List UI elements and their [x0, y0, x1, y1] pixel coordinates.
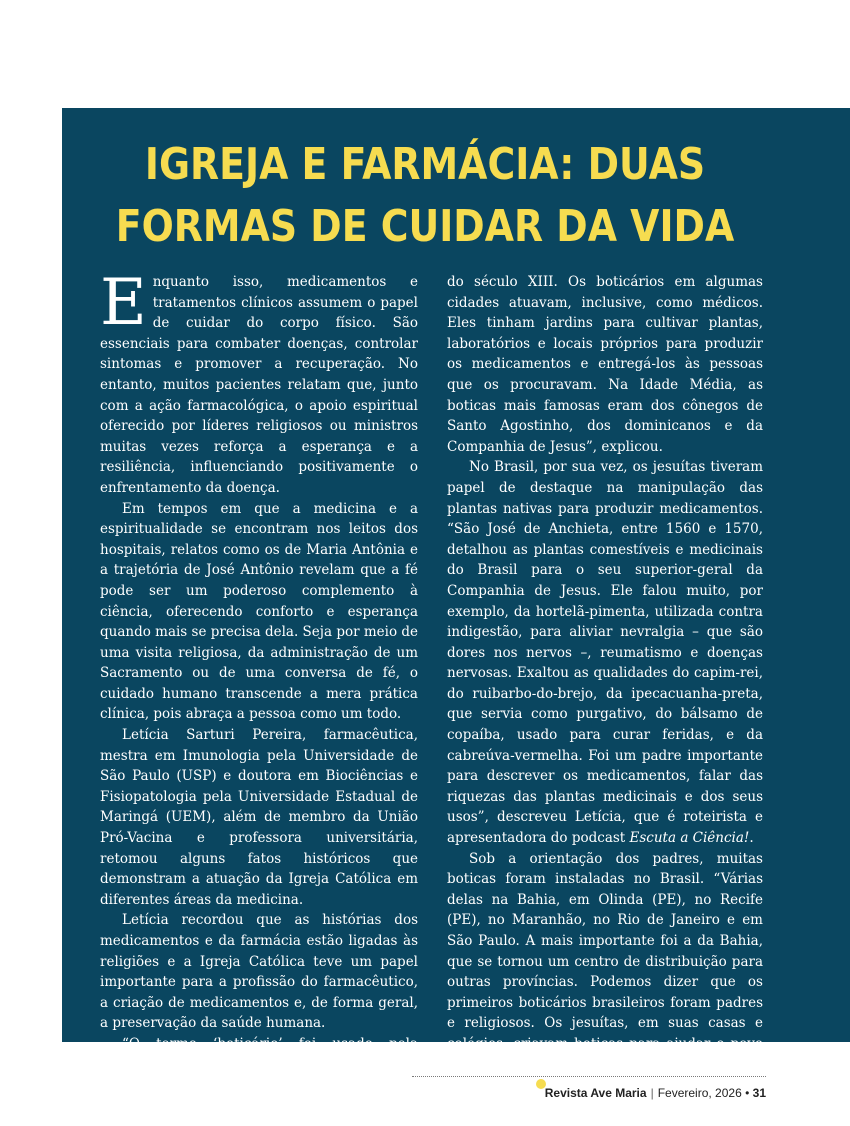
footer-divider	[412, 1076, 766, 1077]
footer-bullet: •	[745, 1086, 750, 1100]
paragraph-3: Letícia Sarturi Pereira, farmacêutica, mestra em Imunologia pela Universidade de São Paulo (USP) e doutora em Biociências e Fisiopatologia pela Universidade Estadual de Maringá (UEM), além de membro da União Pró-Vacina e professora universitária, retomou alguns fatos históricos que demonstram a atuação da Igreja Católica em diferentes áreas da medicina.	[100, 727, 418, 908]
issue-date: Fevereiro, 2026	[657, 1086, 742, 1100]
paragraph-1: Enquanto isso, medicamentos e tratamentos clínicos assumem o papel de cuidar do corpo físico. São essenciais para combater doenças, controlar sintomas e promover a recuperação. No entanto, muitos pacientes relatam que, junto com a ação farmacológica, o apoio espiritual oferecido por líderes religiosos ou ministros muitas vezes reforça a esperança e a resiliência, influenciando positivamente o enfrentamento da doença.	[100, 266, 418, 496]
paragraph-5: “O termo ‘boticário’ foi usado pela primeira vez pelo Papa Pelágio II, referindo-se a monges do século VI, e só foi aplicado a leigos por volta	[100, 1035, 418, 1114]
page-number: 31	[752, 1086, 766, 1100]
paragraph-4: Letícia recordou que as histórias dos medicamentos e da farmácia estão ligadas às religiões e a Igreja Católica teve um papel importante para a profissão do farmacêutico, a criação de medicamentos e, de forma geral, a preservação da saúde humana.	[100, 912, 418, 1032]
paragraph-5-continued: do século XIII. Os boticários em algumas cidades atuavam, inclusive, como médicos. Eles tinham jardins para cultivar plantas, laboratórios e locais próprios para produzir os medicamentos e entregá-los às pessoas que os procuravam. Na Idade Média, as boticas mais famosas eram dos cônegos de Santo Agostinho, dos dominicanos e da Companhia de Jesus”, explicou.	[447, 274, 763, 455]
right-column	[447, 272, 763, 1096]
title-line-1: IGREJA E FARMÁCIA: DUAS	[144, 139, 706, 190]
paragraph-7: Sob a orientação dos padres, muitas boticas foram instaladas no Brasil. “Várias delas na Bahia, em Olinda (PE), no Recife (PE), no Maranhão, no Rio de Janeiro e em São Paulo. A mais importante foi a da Bahia, que se tornou um centro de distribuição para outras províncias. Podemos dizer que os primeiros boticários brasileiros foram padres e religiosos. Os jesuítas, em suas casas e colégios, criavam boticas para ajudar o povo a aliviar e curar as doenças à época”, finalizou ela.	[447, 850, 763, 1094]
paragraph-2: Em tempos em que a medicina e a espiritualidade se encontram nos leitos dos hospitais, relatos como os de Maria Antônia e a trajetória de José Antônio revelam que a fé pode ser um poderoso complemento à ciência, oferecendo conforto e esperança quando mais se precisa dela. Seja por meio de uma visita religiosa, da administração de um Sacramento ou de uma conversa de fé, o cuidado humano transcende a mera prática clínica, pois abraça a pessoa como um todo.	[100, 500, 418, 723]
podcast-title: Escuta a Ciência!	[629, 830, 750, 847]
left-column	[100, 266, 418, 1116]
article-title	[60, 134, 791, 258]
paragraph-6: No Brasil, por sua vez, os jesuítas tiveram papel de destaque na manipulação das plantas nativas para produzir medicamentos. “São José de Anchieta, entre 1560 e 1570, detalhou as plantas comestíveis e medicinais do Brasil para o seu superior-geral da Companhia de Jesus. Ele falou muito, por exemplo, da hortelã-pimenta, utilizada contra indigestão, para aliviar nevralgia – que são dores nos nervos –, reumatismo e doenças nervosas. Exaltou as qualidades do capim-rei, do ruibarbo-do-brejo, da ipecacuanha-preta, que servia como purgativo, do bálsamo de copaíba, usado para curar feridas, e da cabreúva-vermelha. Foi um padre importante para descrever os medicamentos, falar das riquezas das plantas medicinais e dos seus usos”, descreveu Letícia, que é roteirista e apresentadora do podcast Escuta a Ciência!.	[447, 459, 763, 847]
title-line-2: FORMAS DE CUIDAR DA VIDA	[115, 201, 735, 252]
magazine-name: Revista Ave Maria	[544, 1086, 647, 1100]
page-footer	[545, 1086, 766, 1100]
footer-separator: |	[650, 1086, 654, 1100]
drop-cap: E	[100, 266, 147, 340]
